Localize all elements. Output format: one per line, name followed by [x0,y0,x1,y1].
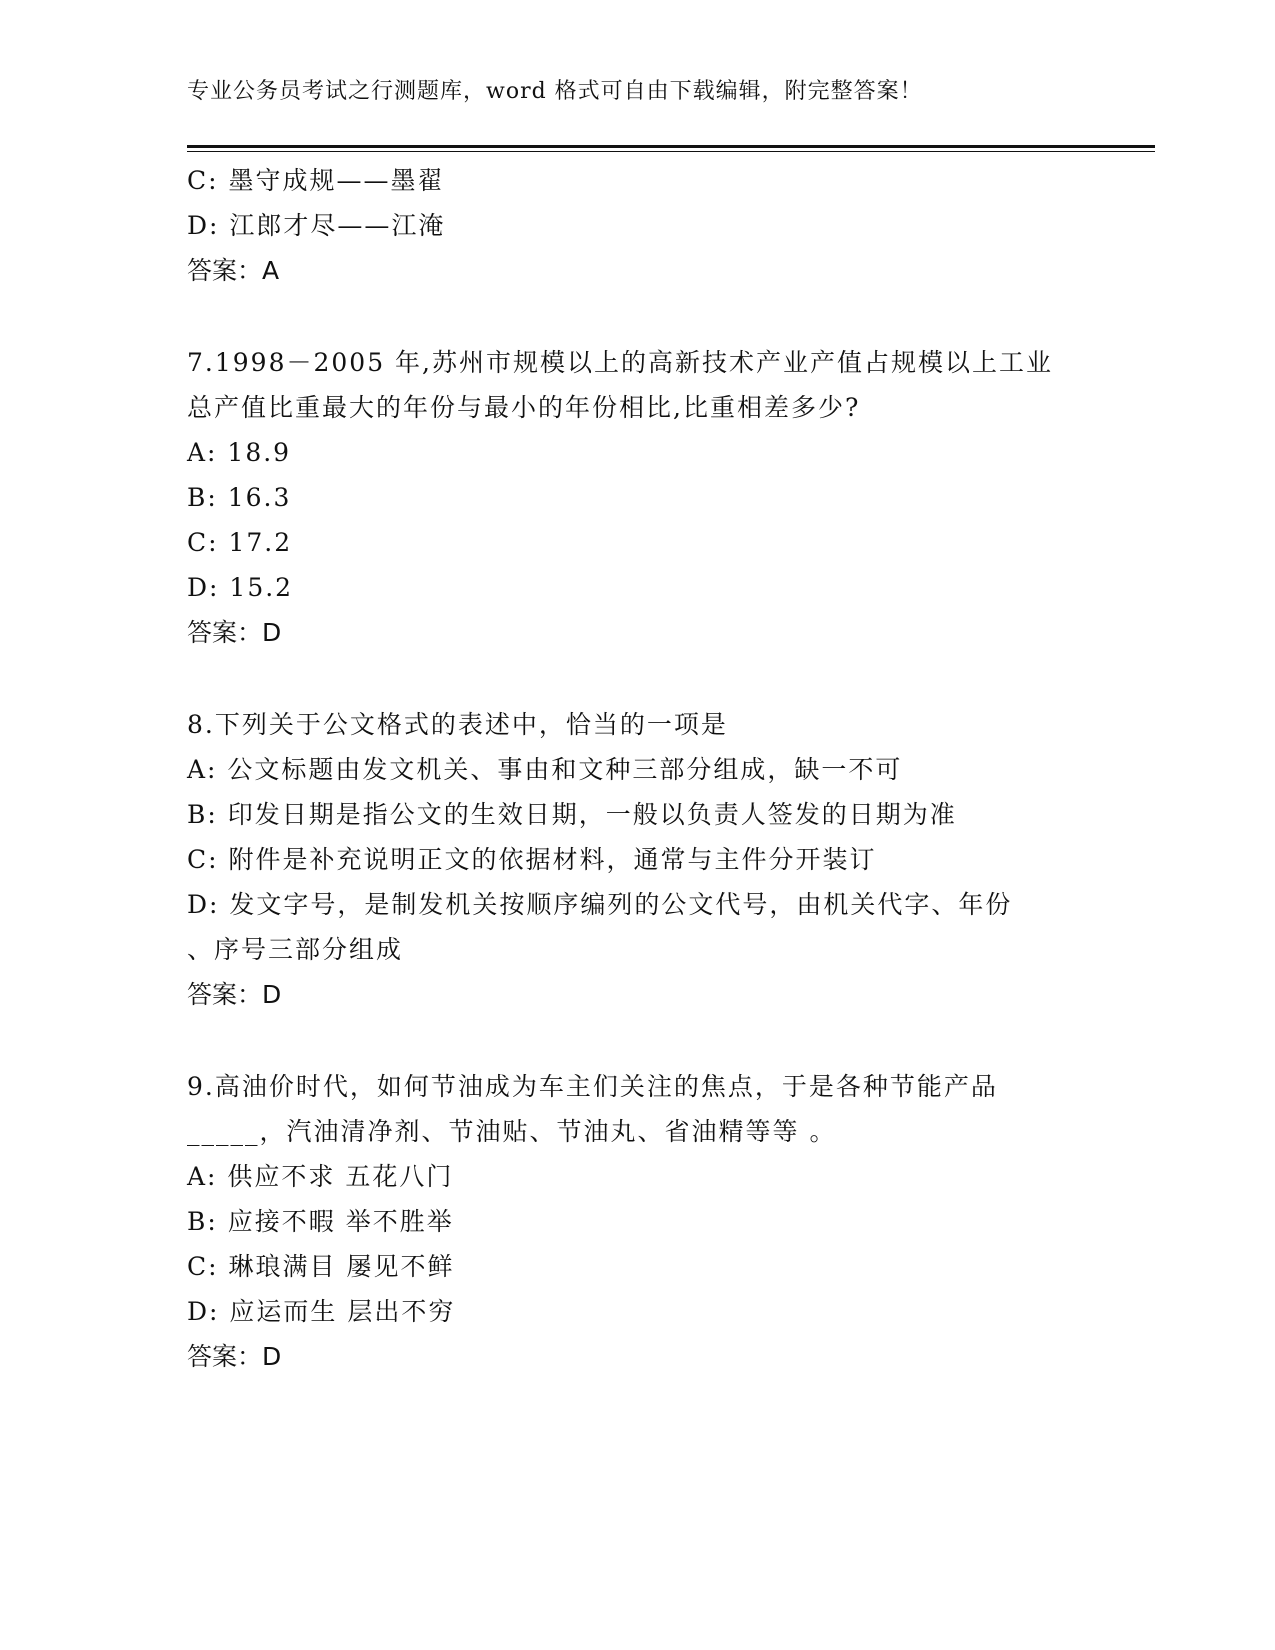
answer-line: 答案：A [187,256,280,285]
option-line: A: 公文标题由发文机关、事由和文种三部分组成，缺一不可 [187,755,903,784]
question-stem: 9.高油价时代，如何节油成为车主们关注的焦点，于是各种节能产品 [187,1072,998,1101]
question-7 [187,340,1087,655]
answer-line: 答案：D [187,980,282,1009]
option-line: C: 墨守成规——墨翟 [187,166,445,195]
question-stem: 7.1998－2005 年,苏州市规模以上的高新技术产业产值占规模以上工业 [187,348,1053,377]
answer-line: 答案：D [187,1342,282,1371]
option-line: C: 附件是补充说明正文的依据材料，通常与主件分开装订 [187,845,877,874]
option-line: C: 琳琅满目 屡见不鲜 [187,1252,455,1281]
option-line: 、序号三部分组成 [187,935,404,964]
question-stem: _____，汽油清净剂、节油贴、节油丸、省油精等等 。 [187,1117,837,1146]
page-header: 专业公务员考试之行测题库，word 格式可自由下载编辑，附完整答案！ [187,79,923,104]
header-rule-thick [187,145,1155,148]
option-line: D: 发文字号，是制发机关按顺序编列的公文代号，由机关代字、年份 [187,890,1013,919]
option-line: D: 15.2 [187,573,294,602]
option-line: B: 印发日期是指公文的生效日期，一般以负责人签发的日期为准 [187,800,957,829]
option-line: B: 应接不暇 举不胜举 [187,1207,454,1236]
header-rule-thin [187,151,1155,152]
option-line: A: 供应不求 五花八门 [187,1162,454,1191]
question-9 [187,1064,1087,1379]
option-line: D: 江郎才尽——江淹 [187,211,446,240]
answer-line: 答案：D [187,618,282,647]
question-content [187,158,1087,1379]
question-stem: 总产值比重最大的年份与最小的年份相比,比重相差多少? [187,393,861,422]
option-line: C: 17.2 [187,528,293,557]
question-8 [187,702,1087,1017]
option-line: A: 18.9 [187,438,292,467]
option-line: D: 应运而生 层出不穷 [187,1297,456,1326]
question-stem: 8.下列关于公文格式的表述中，恰当的一项是 [187,710,728,739]
option-line: B: 16.3 [187,483,292,512]
